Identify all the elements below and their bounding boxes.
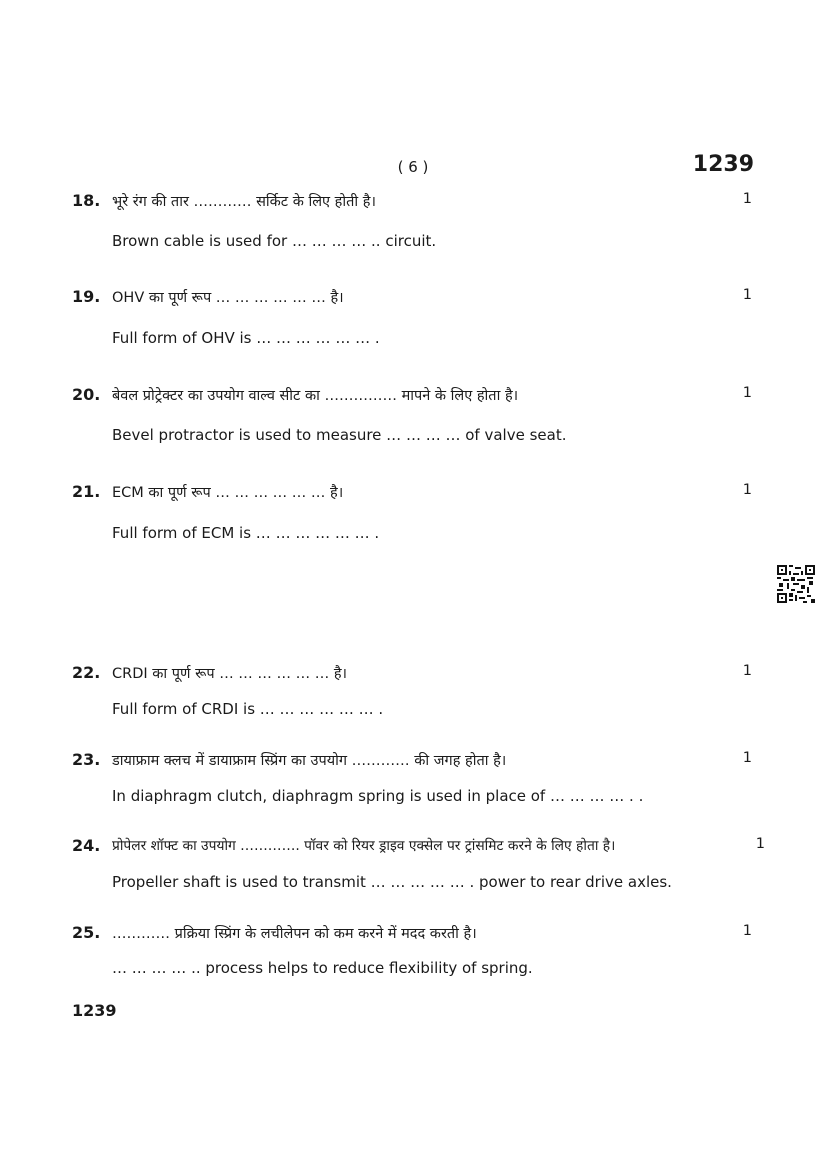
question-english: Bevel protractor is used to measure … … … … of valve seat. (112, 426, 567, 444)
question-hindi: ………… प्रक्रिया स्प्रिंग के लचीलेपन को कम करने में मदद करती है। (112, 926, 477, 942)
question-hindi: ECM का पूर्ण रूप … … … … … … है। (112, 485, 344, 501)
question-number: 18. (72, 191, 101, 210)
question-number: 25. (72, 923, 101, 942)
question-hindi: CRDI का पूर्ण रूप … … … … … … है। (112, 666, 348, 682)
paper-code-bottom: 1239 (72, 1001, 117, 1020)
paper-code-top: 1239 (692, 152, 754, 177)
question-number: 24. (72, 836, 101, 855)
page-number: ( 6 ) (397, 158, 429, 176)
question-hindi: डायाफ्राम क्लच में डायाफ्राम स्प्रिंग का उपयोग ………… की जगह होता है। (112, 753, 507, 769)
qr-code (777, 565, 815, 603)
question-english: Full form of ECM is … … … … … … . (112, 524, 380, 542)
question-hindi: भूरे रंग की तार ………… सर्किट के लिए होती है। (112, 194, 376, 210)
question-number: 19. (72, 287, 101, 306)
question-english: In diaphragm clutch, diaphragm spring is used in place of … … … … . . (112, 787, 644, 805)
question-marks: 1 (742, 191, 752, 207)
question-marks: 1 (742, 923, 752, 939)
question-number: 22. (72, 663, 101, 682)
question-marks: 1 (742, 287, 752, 303)
question-english: Full form of CRDI is … … … … … … . (112, 700, 384, 718)
question-number: 21. (72, 482, 101, 501)
question-marks: 1 (755, 836, 765, 852)
question-english: Full form of OHV is … … … … … … . (112, 329, 380, 347)
question-number: 23. (72, 750, 101, 769)
question-number: 20. (72, 385, 101, 404)
question-marks: 1 (742, 663, 752, 679)
question-english: … … … … .. process helps to reduce flexibility of spring. (112, 959, 533, 977)
question-hindi: प्रोपेलर शॉफ्ट का उपयोग …………. पॉवर को रियर ड्राइव एक्सेल पर ट्रांसमिट करने के लिए होता है। (112, 838, 616, 854)
question-marks: 1 (742, 385, 752, 401)
question-marks: 1 (742, 750, 752, 766)
question-hindi: बेवल प्रोट्रेक्टर का उपयोग वाल्व सीट का …………… मापने के लिए होता है। (112, 388, 519, 404)
question-english: Propeller shaft is used to transmit … … … … … . power to rear drive axles. (112, 873, 672, 891)
question-english: Brown cable is used for … … … … .. circuit. (112, 232, 437, 250)
question-hindi: OHV का पूर्ण रूप … … … … … … है। (112, 290, 344, 306)
question-marks: 1 (742, 482, 752, 498)
